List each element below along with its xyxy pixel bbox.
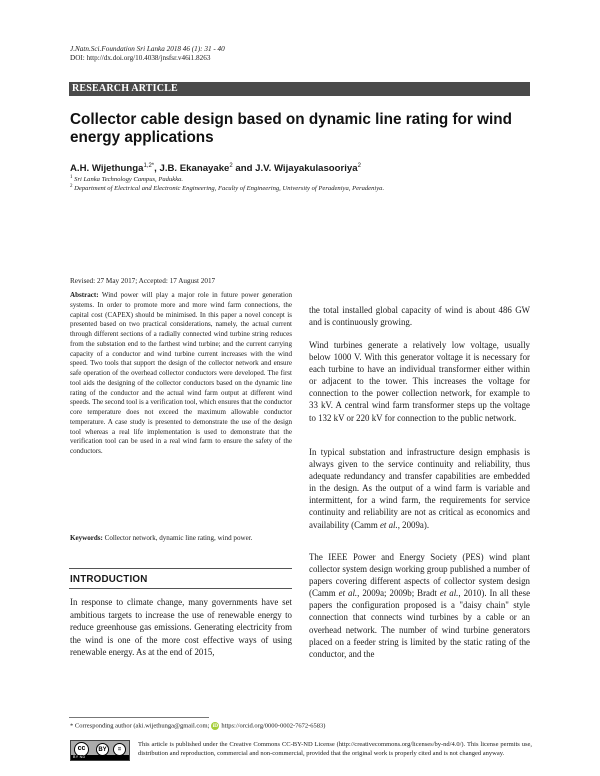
paragraph-text: The IEEE Power and Energy Society (PES) wind plant collector system design working group published a number of papers covering different aspects of collector system design (Camm (309, 552, 530, 599)
body-paragraph (309, 446, 530, 531)
license-badge-strip: BY ND (71, 755, 129, 760)
author-separator: and (232, 163, 256, 175)
article-type-bar (69, 82, 530, 96)
citation-etal: et al. (439, 588, 459, 599)
journal-citation: J.Natn.Sci.Foundation Sri Lanka 2018 46 (1): 31 - 40 (70, 45, 225, 53)
attribution-icon: BY (96, 743, 109, 756)
introduction-paragraph: In response to climate change, many governments have set ambitious targets to increase the use of renewable energy to reduce greenhouse gas emissions. Generating electricity from the wind is one of the more cost effective ways of using renewable energy. As at the end of 2015, (70, 597, 292, 657)
footnote-divider (69, 717, 209, 718)
no-derivatives-icon: = (113, 743, 126, 756)
affiliation-number: 2 (70, 184, 73, 189)
citation-etal: et al. (338, 588, 358, 599)
author-name: J.B. Ekanayake (159, 163, 230, 175)
section-divider (69, 568, 292, 569)
paragraph-text: , 2009a; 2009b; Bradt (357, 588, 440, 599)
affiliation-marker: 2 (229, 163, 233, 169)
body-paragraph: the total installed global capacity of wind is about 486 GW and is continuously growing. (309, 305, 530, 328)
body-paragraph (309, 551, 530, 660)
affiliation-number: 1 (70, 175, 73, 180)
affiliation-text: Sri Lanka Technology Campus, Padukka. (74, 176, 184, 184)
section-heading-introduction: INTRODUCTION (70, 574, 148, 585)
keywords-text: Collector network, dynamic line rating, wind power. (104, 534, 253, 542)
keywords-label: Keywords: (70, 534, 103, 542)
abstract (70, 291, 292, 457)
corresponding-email[interactable]: * Corresponding author (aki.wijethunga@gmail.com; (70, 722, 210, 730)
author-name: J.V. Wijayakulasooriya (255, 163, 358, 175)
author-separator: , (154, 163, 160, 175)
affiliation (70, 183, 384, 193)
keywords (70, 533, 292, 543)
affiliation-marker: 1,2* (143, 163, 155, 169)
author-list (70, 160, 361, 175)
corresponding-author (70, 722, 325, 730)
article-type-label: RESEARCH ARTICLE (72, 83, 178, 94)
article-dates: Revised: 27 May 2017; Accepted: 17 August 2017 (70, 277, 216, 285)
cc-license-badge[interactable] (70, 740, 130, 761)
cc-icon: cc (74, 742, 89, 757)
author-name: A.H. Wijethunga (70, 163, 144, 175)
abstract-label: Abstract: (70, 291, 99, 299)
orcid-link[interactable]: https://orcid.org/0000-0002-7672-6583) (221, 722, 326, 730)
orcid-icon[interactable]: iD (212, 723, 219, 729)
paragraph-text: In typical substation and infrastructure design emphasis is always given to the service continuity and reliability, thus adequate redundancy and transfer capabilities are embedded in the design. As the output of a wind farm is variable and intermittent, for a wind farm, the requirements for service continuity and reliability are not as critical as economics and availability (Camm (309, 447, 530, 530)
affiliation-text: Department of Electrical and Electronic Engineering, Faculty of Engineering, University of Peradeniya, Peradeniya. (74, 185, 385, 193)
paragraph-text: , 2009a). (397, 519, 430, 530)
paragraph-text: , 2010). In all these papers the configuration proposed is a "daisy chain" style connection that connects wind turbines by a cable or an overhead network. The number of wind turbine generators placed on a feeder string is limited by the static rating of the conductor, and the (309, 588, 531, 659)
license-statement: This article is published under the Creative Commons CC-BY-ND License (http://creativecommons.org/licenses/by-nd/4.0/). This license permits use, distribution and reproduction, commercial and non-commercial, provided that the original work is properly cited and is not changed anyway. (138, 741, 532, 757)
affiliation-marker: 2 (357, 163, 361, 169)
body-paragraph: Wind turbines generate a relatively low voltage, usually below 1000 V. With this generator voltage it is necessary for each turbine to have an individual transformer either within or adjacent to the tower. This increases the voltage for connection to the power collection network, for example to 33 kV. A central wind farm transformer steps up the voltage to 132 kV or 220 kV for connection to the public network. (309, 340, 530, 423)
doi-link[interactable]: DOI: http://dx.doi.org/10.4038/jnsfsr.v46i1.8263 (70, 54, 211, 62)
section-divider (69, 588, 292, 589)
abstract-text: Wind power will play a major role in future power generation systems. In order to promote more and more wind farm connections, the capital cost (CAPEX) should be minimised. In this paper a novel concept is presented based on two practical considerations, namely, the actual current through different sections of a radially connected wind turbine string reduces from the substation end to the farthest wind turbine; and the current carrying capacity of a conductor and wind turbine current increases with the wind speed. Two tools that support the design of the collector network and ensure safe operation of the overhead collector conductors were developed. The first tool aids the designing of the collector conductors based on the dynamic line rating of the conductor and the actual wind farm output at different wind speeds. The second tool is a verification tool, which ensures that the conductor core temperature does not exceed the maximum allowable conductor temperature. A case study is presented to demonstrate the use of the design tool whereas a real life implementation is used to demonstrate that the verification tool can be used in a real wind farm to ensure the safety of the conductors. (70, 291, 292, 455)
citation-etal: et al. (379, 519, 398, 530)
paper-title: Collector cable design based on dynamic line rating for wind energy applications (70, 111, 512, 146)
